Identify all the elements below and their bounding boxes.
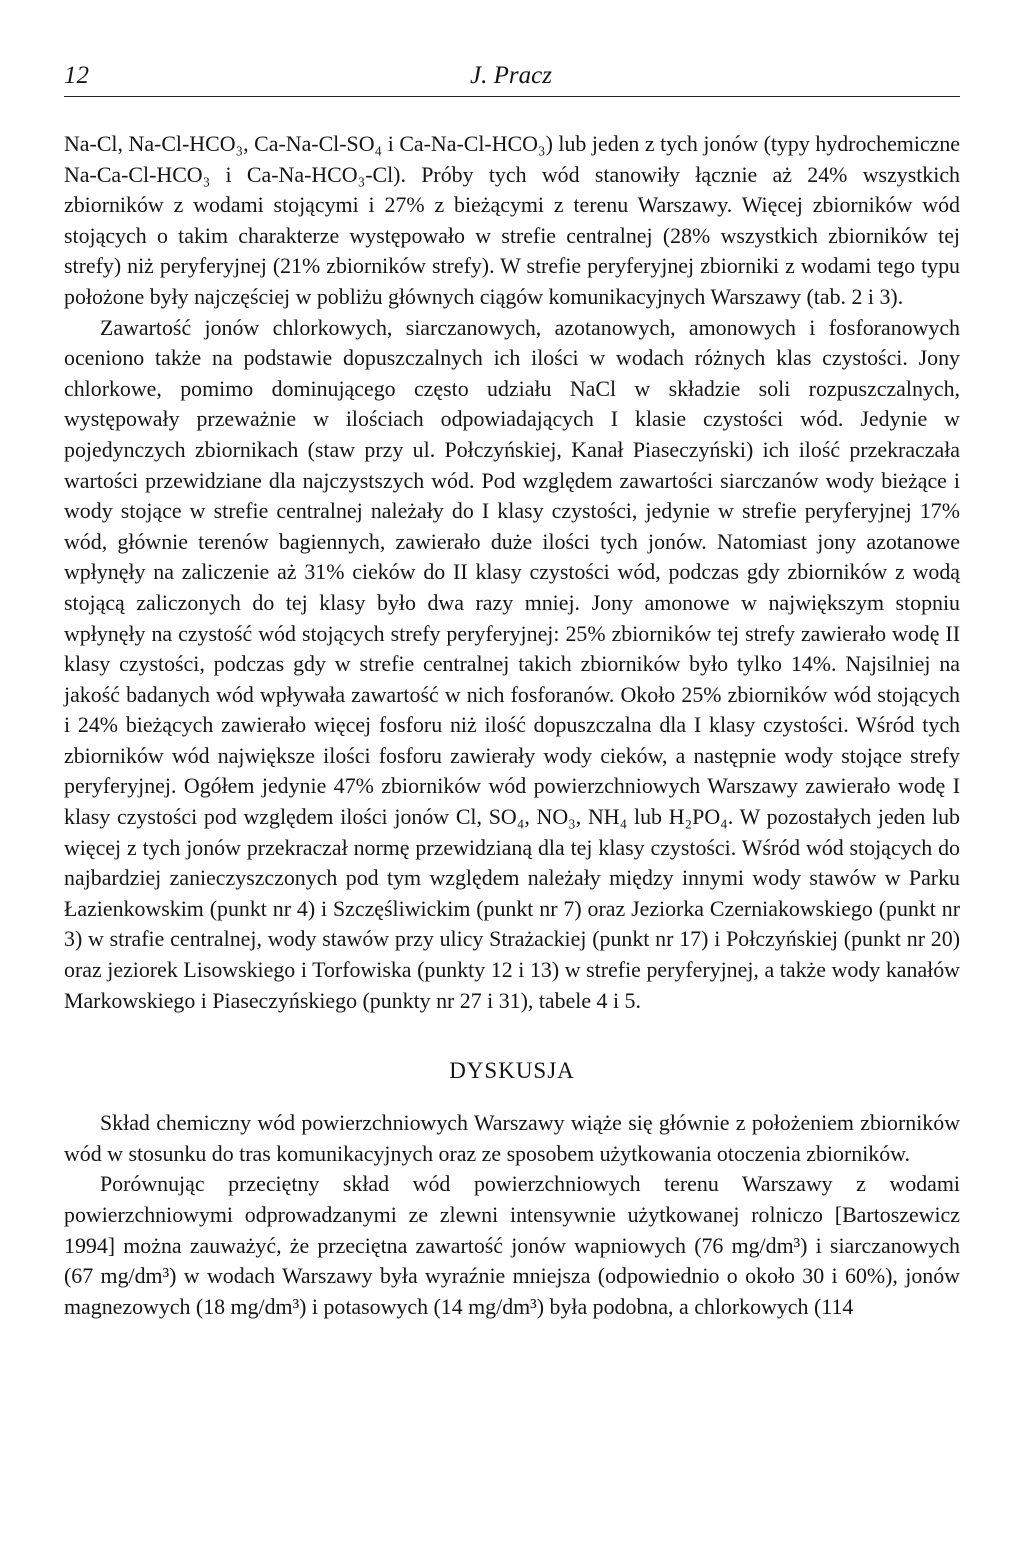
paragraph: Porównując przeciętny skład wód powierzchniowych terenu Warszawy z wodami powierzchniowymi odprowadzanymi ze zlewni intensywnie użytkowanej rolniczo [Bartoszewicz 1994] można zauważyć, że przeciętna zawartość jonów wapniowych (76 mg/dm³) i siarczanowych (67 mg/dm³) w wodach Warszawy była wyraźnie mniejsza (odpowiednio o około 30 i 60%), jonów magnezowych (18 mg/dm³) i potasowych (14 mg/dm³) była podobna, a chlorkowych (114 <box>64 1171 960 1319</box>
paragraph: Na-Cl, Na-Cl-HCO₃, Ca-Na-Cl-SO₄ i Ca-Na-Cl-HCO₃) lub jeden z tych jonów (typy hydrochemiczne Na-Ca-Cl-HCO₃ i Ca-Na-HCO₃-Cl). Próby tych wód stanowiły łącznie aż 24% wszystkich zbiorników z wodami stojącymi i 27% z bieżącymi z terenu Warszawy. Więcej zbiorników wód stojących o takim charakterze występowało w strefie centralnej (28% wszystkich zbiorników tej strefy) niż peryferyjnej (21% zbiorników strefy). W strefie peryferyjnej zbiorniki z wodami tego typu położone były najczęściej w pobliżu głównych ciągów komunikacyjnych Warszawy (tab. 2 i 3). <box>64 131 960 309</box>
discussion-section <box>64 1108 960 1322</box>
page-number: 12 <box>64 62 89 89</box>
running-head: J. Pracz <box>470 62 552 89</box>
results-section <box>64 129 960 1016</box>
paragraph: Skład chemiczny wód powierzchniowych Warszawy wiąże się głównie z położeniem zbiorników wód w stosunku do tras komunikacyjnych oraz ze sposobem użytkowania otoczenia zbiorników. <box>64 1110 960 1166</box>
document-page <box>64 62 960 1322</box>
section-heading: DYSKUSJA <box>449 1058 575 1084</box>
paragraph: Zawartość jonów chlorkowych, siarczanowych, azotanowych, amonowych i fosforanowych oceniono także na podstawie dopuszczalnych ich ilości w wodach różnych klas czystości. Jony chlorkowe, pomimo dominującego często udziału NaCl w składzie soli rozpuszczalnych, występowały przeważnie w ilościach odpowiadających I klasie czystości wód. Jedynie w pojedynczych zbiornikach (staw przy ul. Połczyńskiej, Kanał Piaseczyński) ich ilość przekraczała wartości przewidziane dla najczystszych wód. Pod względem zawartości siarczanów wody bieżące i wody stojące w strefie centralnej należały do I klasy czystości, jedynie w strefie peryferyjnej 17% wód, głównie terenów bagiennych, zawierało duże ilości tych jonów. Natomiast jony azotanowe wpłynęły na zaliczenie aż 31% cieków do II klasy czystości wód, podczas gdy zbiorników z wodą stojącą zaliczonych do tej klasy było dwa razy mniej. Jony amonowe w największym stopniu wpłynęły na czystość wód stojących strefy peryferyjnej: 25% zbiorników tej strefy zawierało wodę II klasy czystości, podczas gdy w strefie centralnej takich zbiorników było tylko 14%. Najsilniej na jakość badanych wód wpływała zawartość w nich fosforanów. Około 25% zbiorników wód stojących i 24% bieżących zawierało więcej fosforu niż ilość dopuszczalna dla I klasy czystości. Wśród tych zbiorników wód największe ilości fosforu zawierały wody cieków, a następnie wody stojące strefy peryferyjnej. Ogółem jedynie 47% zbiorników wód powierzchniowych Warszawy zawierało wodę I klasy czystości pod względem ilości jonów Cl, SO₄, NO₃, NH₄ lub H₂PO₄. W pozostałych jeden lub więcej z tych jonów przekraczał normę przewidzianą dla tej klasy czystości. Wśród wód stojących do najbardziej zanieczyszczonych pod tym względem należały między innymi wody stawów w Parku Łazienkowskim (punkt nr 4) i Szczęśliwickim (punkt nr 7) oraz Jeziorka Czerniakowskiego (punkt nr 3) w strafie centralnej, wody stawów przy ulicy Strażackiej (punkt nr 17) i Połczyńskiej (punkt nr 20) oraz jeziorek Lisowskiego i Torfowiska (punkty 12 i 13) w strefie peryferyjnej, a także wody kanałów Markowskiego i Piaseczyńskiego (punkty nr 27 i 31), tabele 4 i 5. <box>64 314 960 1013</box>
page-header <box>64 62 960 97</box>
